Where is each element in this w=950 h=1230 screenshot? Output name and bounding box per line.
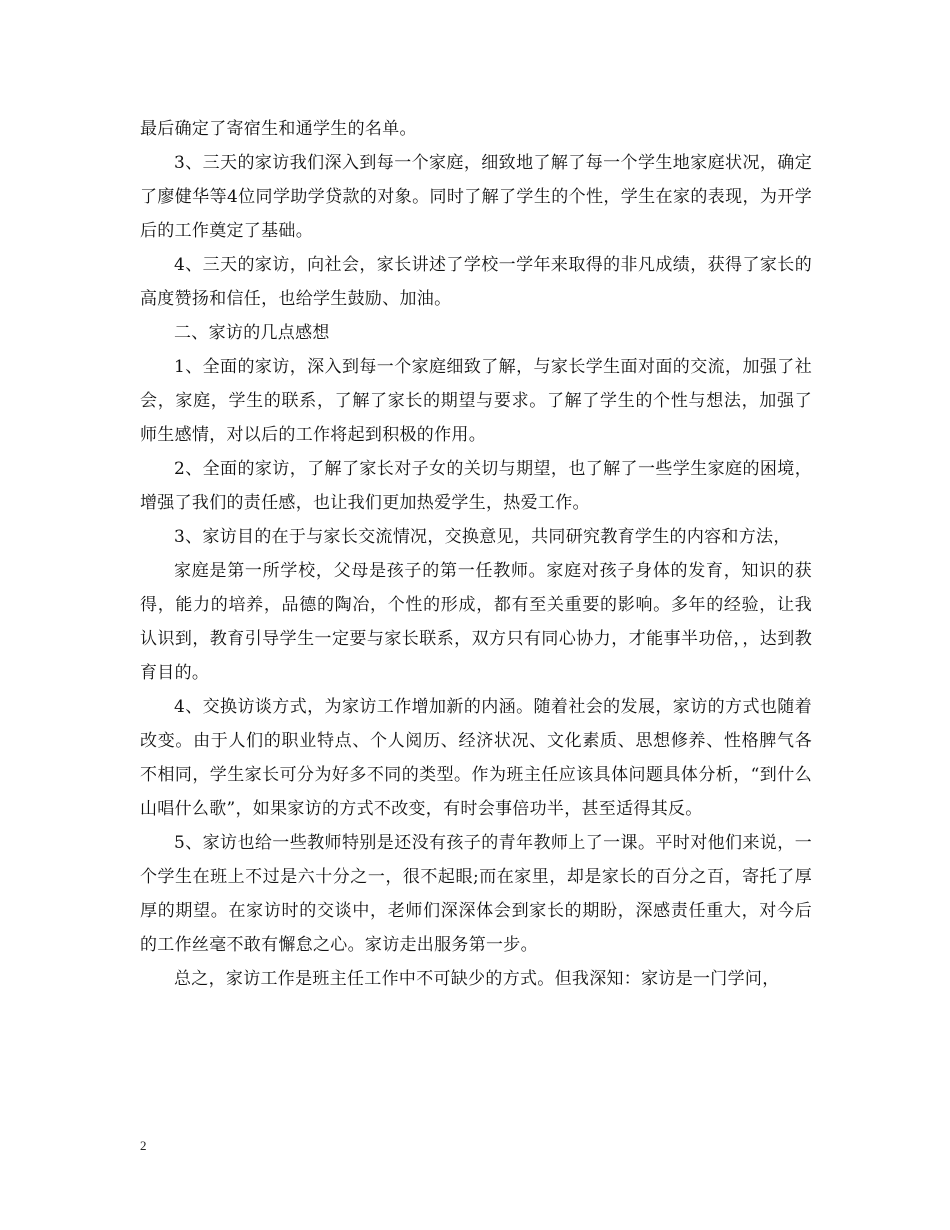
paragraph-reflection-2: 2、全面的家访，了解了家长对子女的关切与期望，也了解了一些学生家庭的困境，增强了我们的责任感，也让我们更加热爱学生，热爱工作。 xyxy=(140,459,812,513)
paragraph-item-4-achievements: 4、三天的家访，向社会，家长讲述了学校一学年来取得的非凡成绩，获得了家长的高度赞扬和信任，也给学生鼓励、加油。 xyxy=(140,255,812,309)
paragraph-reflection-1: 1、全面的家访，深入到每一个家庭细致了解，与家长学生面对面的交流，加强了社会，家庭，学生的联系，了解了家长的期望与要求。了解了学生的个性与想法，加强了师生感情，对以后的工作将起到积极的作用。 xyxy=(140,357,812,445)
document-body xyxy=(140,112,812,996)
paragraph-reflection-4: 4、交换访谈方式，为家访工作增加新的内涵。随着社会的发展，家访的方式也随着改变。由于人们的职业特点、个人阅历、经济状况、文化素质、思想修养、性格脾气各不相同，学生家长可分为好多不同的类型。作为班主任应该具体问题具体分析，“到什么山唱什么歌”，如果家访的方式不改变，有时会事倍功半，甚至适得其反。 xyxy=(140,697,812,819)
paragraph-continuation: 最后确定了寄宿生和通学生的名单。 xyxy=(140,119,417,139)
paragraph-conclusion: 总之，家访工作是班主任工作中不可缺少的方式。但我深知：家访是一门学问， xyxy=(174,969,780,989)
section-heading-reflections: 二、家访的几点感想 xyxy=(174,323,330,343)
paragraph-reflection-5: 5、家访也给一些教师特别是还没有孩子的青年教师上了一课。平时对他们来说，一个学生在班上不过是六十分之一，很不起眼;而在家里，却是家长的百分之百，寄托了厚厚的期望。在家访时的交谈中，老师们深深体会到家长的期盼，深感责任重大，对今后的工作丝毫不敢有懈怠之心。家访走出服务第一步。 xyxy=(140,833,812,955)
paragraph-family-first-school: 家庭是第一所学校，父母是孩子的第一任教师。家庭对孩子身体的发育，知识的获得，能力的培养，品德的陶冶，个性的形成，都有至关重要的影响。多年的经验，让我认识到，教育引导学生一定要与家长联系，双方只有同心协力，才能事半功倍，，达到教育目的。 xyxy=(140,561,812,683)
paragraph-reflection-3: 3、家访目的在于与家长交流情况，交换意见，共同研究教育学生的内容和方法， xyxy=(174,527,791,547)
page-number: 2 xyxy=(140,1138,147,1153)
paragraph-item-3-home-visits: 3、三天的家访我们深入到每一个家庭，细致地了解了每一个学生地家庭状况，确定了廖健华等4位同学助学贷款的对象。同时了解了学生的个性，学生在家的表现，为开学后的工作奠定了基础。 xyxy=(140,153,812,241)
